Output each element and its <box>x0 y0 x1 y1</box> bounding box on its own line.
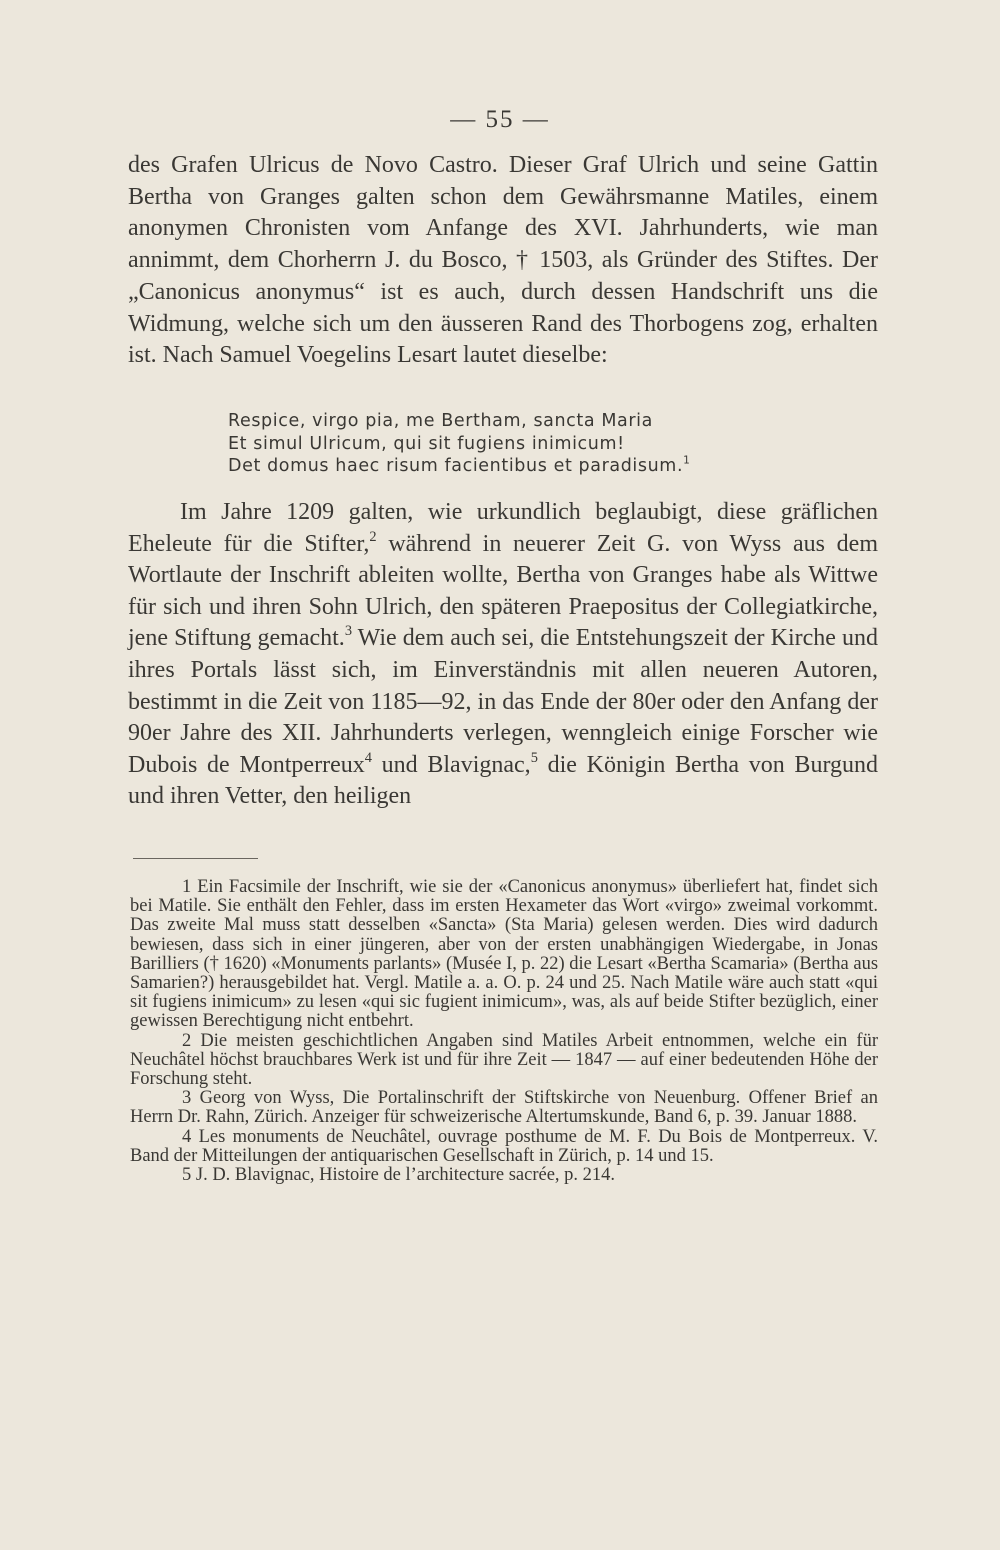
para2-text-d: und Blavignac, <box>371 751 531 778</box>
footnote-4: 4 Les monuments de Neuchâtel, ouvrage posthume de M. F. Du Bois de Montperreux. V. Band der Mitteilungen der antiquarischen Gesellschaft in Zürich, p. 14 und 15. <box>130 1126 878 1166</box>
footnote-ref-4: 4 <box>364 749 372 766</box>
para2-text-a: Im Jahre 1209 galten, wie urkundlich beglaubigt, diese gräflichen Eheleute für die Stifter, <box>128 499 878 557</box>
verse-line-2: Et simul Ulricum, qui sit fugiens inimicum! <box>228 433 625 454</box>
footnote-3: 3 Georg von Wyss, Die Portalinschrift der Stiftskirche von Neuenburg. Offener Brief an Herrn Dr. Rahn, Zürich. Anzeiger für schweizerische Altertumskunde, Band 6, p. 39. Januar 1888. <box>130 1088 878 1128</box>
footnote-divider <box>133 858 258 859</box>
footnote-ref-1: 1 <box>683 454 691 467</box>
verse-line-1: Respice, virgo pia, me Bertham, sancta Maria <box>228 411 653 431</box>
verse-line-3-text: Det domus haec risum facientibus et paradisum. <box>228 456 684 476</box>
para2-text-e: die Königin Bertha von Burgund und ihren Vetter, den heiligen <box>128 751 879 810</box>
footnote-ref-3: 3 <box>344 623 353 640</box>
para2-text-c: Wie dem auch sei, die Entstehungszeit der Kirche und ihres Portals lässt sich, im Einverständnis mit allen neueren Autoren, bestimmt in die Zeit von 1185—92, in das Ende der 80er oder den Anfang der 90er Jahre des XII. Jahrhunderts verlegen, wenngleich einige Forscher wie Dubois de Montperreux <box>128 625 879 778</box>
footnote-2: 2 Die meisten geschichtlichen Angaben sind Matiles Arbeit entnommen, welche ein für Neuchâtel höchst brauchbares Werk ist und für ihre Zeit — 1847 — auf einer bedeutenden Höhe der Forschung steht. <box>130 1030 878 1090</box>
footnote-5: 5 J. D. Blavignac, Histoire de l’architecture sacrée, p. 214. <box>182 1165 616 1186</box>
paragraph-text: des Grafen Ulricus de Novo Castro. Dieser Graf Ulrich und seine Gattin Bertha von Granges galten schon dem Gewährsmanne Matiles, einem anonymen Chronisten vom Anfange des XVI. Jahrhunderts, wie man annimmt, dem Chorherrn J. du Bosco, † 1503, als Gründer des Stiftes. Der „Canonicus anonymus“ ist es auch, durch dessen Handschrift uns die Widmung, welche sich um den äusseren Rand des Thorbogens zog, erhalten ist. Nach Samuel Voegelins Lesart lautet dieselbe: <box>128 152 878 369</box>
footnotes <box>130 878 878 1185</box>
page-number: — 55 — <box>450 106 550 133</box>
body-paragraph-2 <box>128 497 878 813</box>
inscription-verse <box>228 410 848 478</box>
verse-line-3 <box>228 455 848 478</box>
footnote-ref-5: 5 <box>530 749 538 766</box>
footnote-ref-2: 2 <box>369 528 377 545</box>
para2-text-b: während in neuerer Zeit G. von Wyss aus dem Wortlaute der Inschrift ableiten wollte, Bertha von Granges habe als Wittwe für sich und ihren Sohn Ulrich, den späteren Praepositus der Collegiatkirche, jene Stiftung gemacht. <box>128 530 878 652</box>
body-paragraph-1 <box>128 150 878 372</box>
footnote-1: 1 Ein Facsimile der Inschrift, wie sie der «Canonicus anonymus» überliefert hat, findet sich bei Matile. Sie enthält den Fehler, dass im ersten Hexameter das Wort «virgo» zweimal vorkommt. Das zweite Mal muss statt desselben «Sancta» (Sta Maria) gelesen werden. Dies wird dadurch bewiesen, dass sich in einer jüngeren, aber von der ersten unabhängigen Wiedergabe, in Jonas Barilliers († 1620) «Monuments parlants» (Musée I, p. 22) die Lesart «Bertha Scamaria» (Bertha aus Samarien?) herausgebildet hat. Vergl. Matile a. a. O. p. 24 und 25. Nach Matile wäre auch statt «qui sit fugiens inimicum» zu lesen «qui sic fugient inimicum», was, als auf beide Stifter bezüglich, einer gewissen Berechtigung nicht entbehrt. <box>130 877 879 1032</box>
